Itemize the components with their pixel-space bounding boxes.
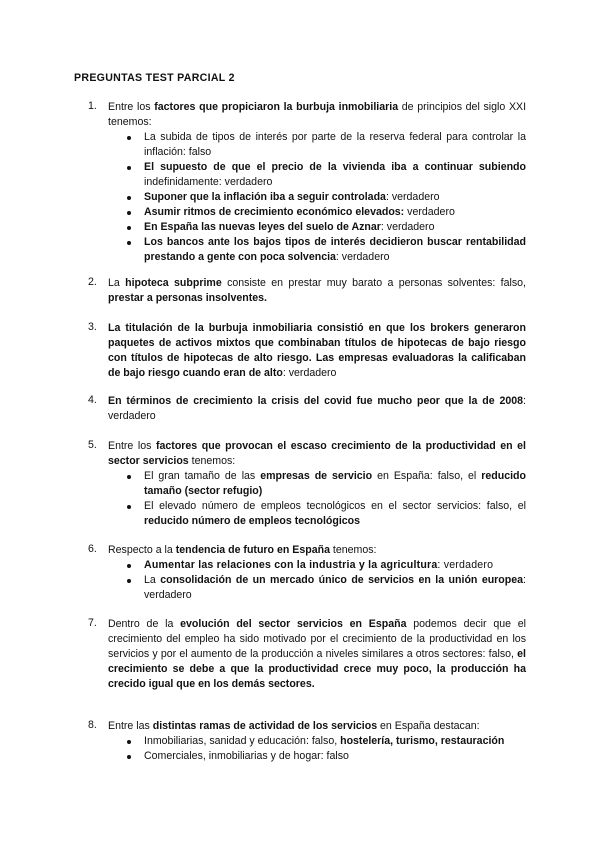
list-item: En España las nuevas leyes del suelo de Aznar: verdadero [124,220,526,235]
list-item: El elevado número de empleos tecnológicos en el sector servicios: falso, el reducido número de empleos tecnológicos [124,499,526,529]
question-text: La hipoteca subprime consiste en prestar muy barato a personas solventes: falso, prestar a personas insolventes. [108,277,527,304]
list-item: Asumir ritmos de crecimiento económico elevados: verdadero [124,205,526,220]
page-title: PREGUNTAS TEST PARCIAL 2 [74,72,235,84]
answer-list [124,558,526,603]
question-text: Respecto a la tendencia de futuro en España tenemos: Aumentar las relaciones con la industria y la agricultura: verdadero La consolidación de un mercado único de servicios en la unión europea: verdadero [108,544,526,601]
question-number: 7. [88,617,97,629]
question-text: Entre los factores que propiciaron la burbuja inmobiliaria de principios del siglo XXI tenemos: La subida de tipos de interés por parte de la reserva federal para controlar la inflación: falso El supuesto de que el precio de la vivienda iba a continuar subiendo indefinidamente: verdadero Suponer que la inflación iba a seguir controlada: verdadero Asumir ritmos de crecimiento económico elevados: verdadero En España las nuevas leyes del suelo de Aznar: verdadero Los bancos ante los bajos tipos de interés decidieron buscar rentabilidad prestando a gente con poca solvencia: verdadero [108,101,527,263]
list-item: La consolidación de un mercado único de servicios en la unión europea: verdadero [124,573,526,603]
question-text: Dentro de la evolución del sector servicios en España podemos decir que el crecimiento del empleo ha sido motivado por el crecimiento de la productividad en los servicios y por el aumento de la producción a niveles similares a otros sectores: falso, el crecimiento se debe a que la productividad crece muy poco, la producción ha crecido igual que en los demás sectores. [108,618,526,690]
question-text: Entre los factores que provocan el escaso crecimiento de la productividad en el sector servicios tenemos: El gran tamaño de las empresas de servicio en España: falso, el reducido tamaño (sector refugio) El elevado número de empleos tecnológicos en el sector servicios: falso, el reducido número de empleos tecnológicos [108,440,526,527]
question-text: Entre las distintas ramas de actividad de los servicios en España destacan: Inmobiliarias, sanidad y educación: falso, hostelería, turismo, restauración Comerciales, inmobiliarias y de hogar: falso [108,719,526,764]
list-item: Suponer que la inflación iba a seguir controlada: verdadero [124,190,526,205]
question-number: 2. [88,276,97,288]
question-number: 4. [88,394,97,406]
question-number: 1. [88,100,97,112]
list-item: El gran tamaño de las empresas de servicio en España: falso, el reducido tamaño (sector refugio) [124,469,526,499]
list-item: Comerciales, inmobiliarias y de hogar: falso [124,749,526,764]
answer-list [124,734,526,764]
list-item: El supuesto de que el precio de la vivienda iba a continuar subiendo indefinidamente: verdadero [124,160,526,190]
list-item: Inmobiliarias, sanidad y educación: falso, hostelería, turismo, restauración [124,734,526,749]
answer-list [124,130,526,265]
question-text: La titulación de la burbuja inmobiliaria consistió en que los brokers generaron paquetes de activos mixtos que combinaban títulos de hipotecas de bajo riesgo con títulos de hipotecas de alto riesgo. Las empresas evaluadoras la calificaban de bajo riesgo cuando eran de alto: verdadero [108,322,526,379]
question-text: En términos de crecimiento la crisis del covid fue mucho peor que la de 2008: verdadero [108,395,526,422]
list-item: La subida de tipos de interés por parte de la reserva federal para controlar la inflación: falso [124,130,526,160]
list-item: Aumentar las relaciones con la industria y la agricultura: verdadero [124,558,526,573]
question-number: 6. [88,543,97,555]
question-number: 5. [88,439,97,451]
question-number: 8. [88,719,97,731]
list-item: Los bancos ante los bajos tipos de interés decidieron buscar rentabilidad prestando a gente con poca solvencia: verdadero [124,235,526,265]
question-number: 3. [88,321,97,333]
answer-list [124,469,526,529]
